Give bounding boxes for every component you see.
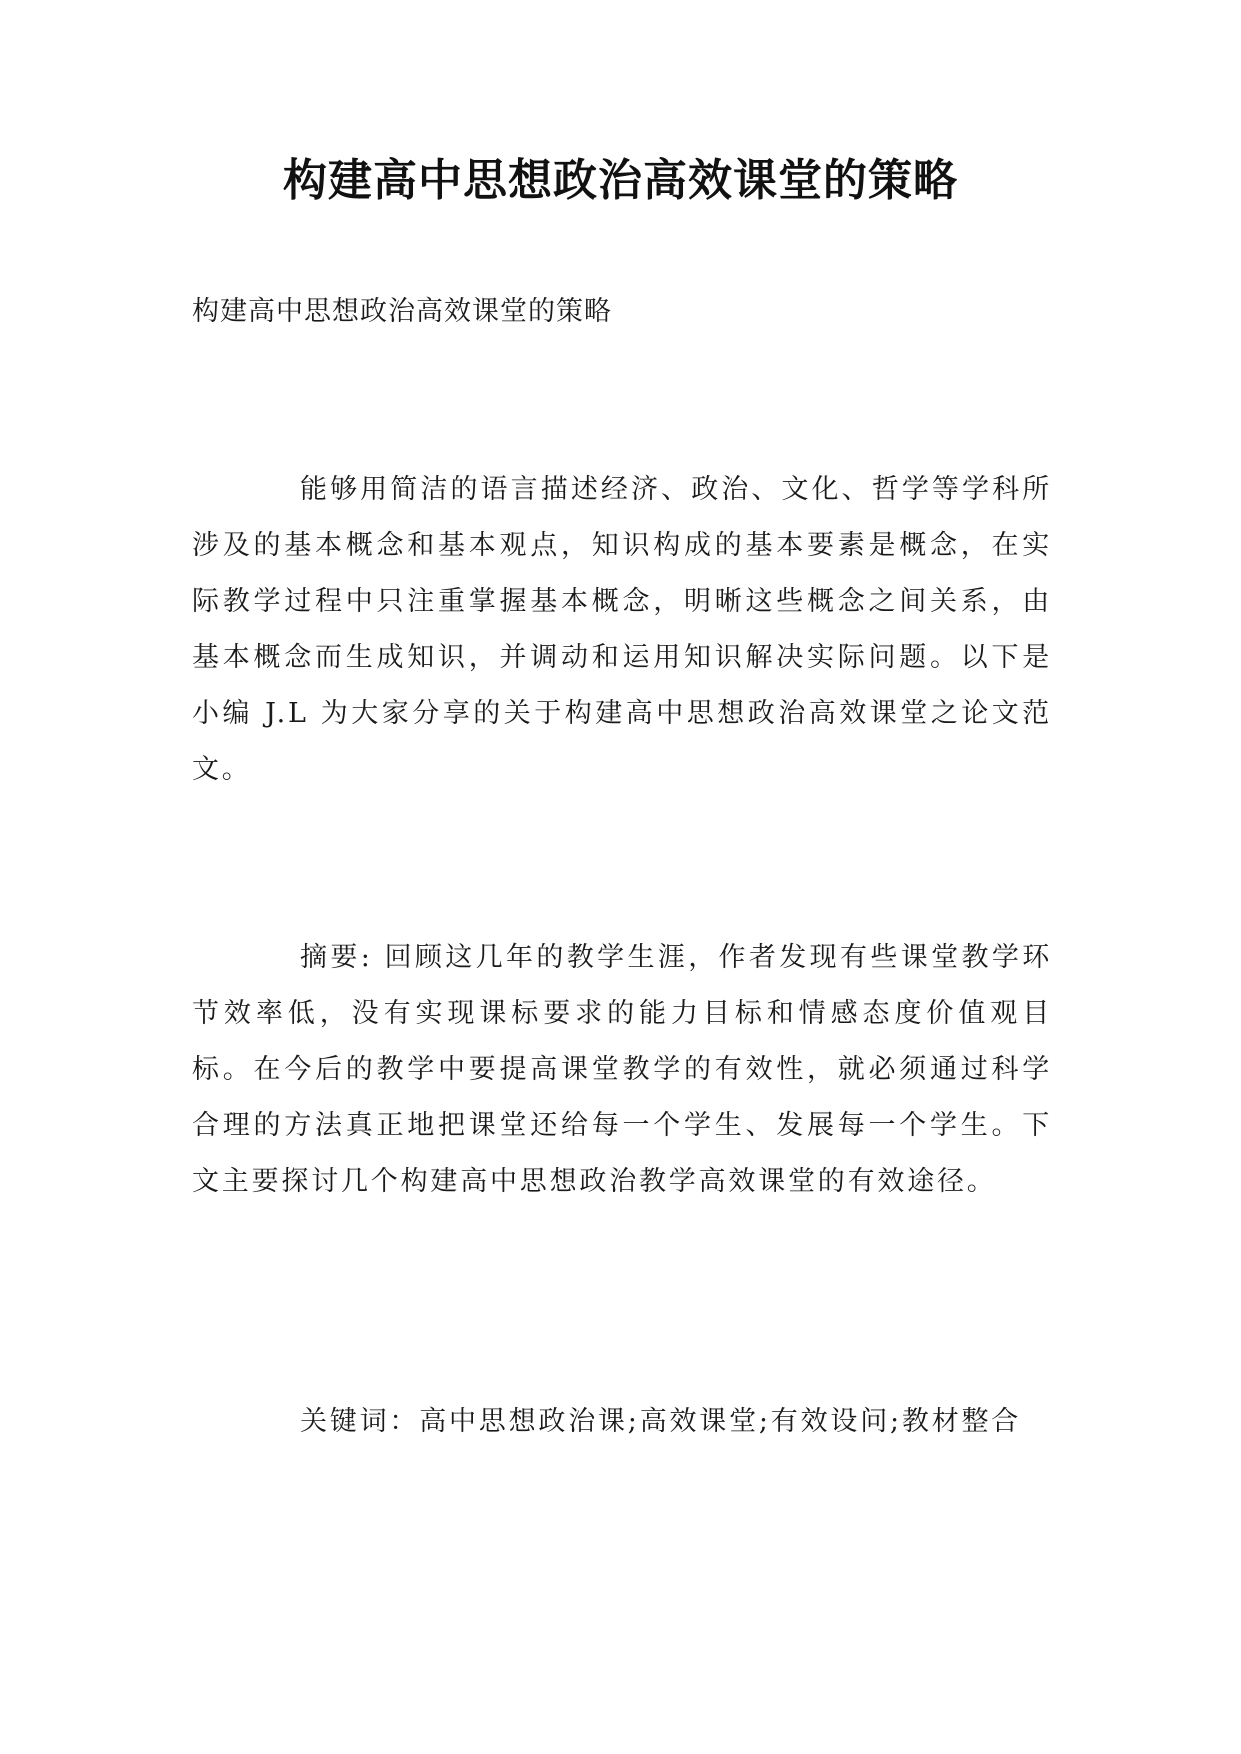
intro-paragraph: 能够用简洁的语言描述经济、政治、文化、哲学等学科所涉及的基本概念和基本观点，知识构成的基本要素是概念，在实际教学过程中只注重掌握基本概念，明晰这些概念之间关系，由基本概念而生成知识，并调动和运用知识解决实际问题。以下是小编 J.L 为大家分享的关于构建高中思想政治高效课堂之论文范文。 xyxy=(192,474,1052,785)
document-title: 构建高中思想政治高效课堂的策略 xyxy=(283,155,958,206)
abstract-paragraph: 摘要: 回顾这几年的教学生涯，作者发现有些课堂教学环节效率低，没有实现课标要求的能力目标和情感态度价值观目标。在今后的教学中要提高课堂教学的有效性，就必须通过科学合理的方法真正地把课堂还给每一个学生、发展每一个学生。下文主要探讨几个构建高中思想政治教学高效课堂的有效途径。 xyxy=(192,942,1052,1197)
keywords-paragraph: 关键词：高中思想政治课;高效课堂;有效设问;教材整合 xyxy=(300,1406,1022,1437)
document-subtitle: 构建高中思想政治高效课堂的策略 xyxy=(192,296,612,327)
